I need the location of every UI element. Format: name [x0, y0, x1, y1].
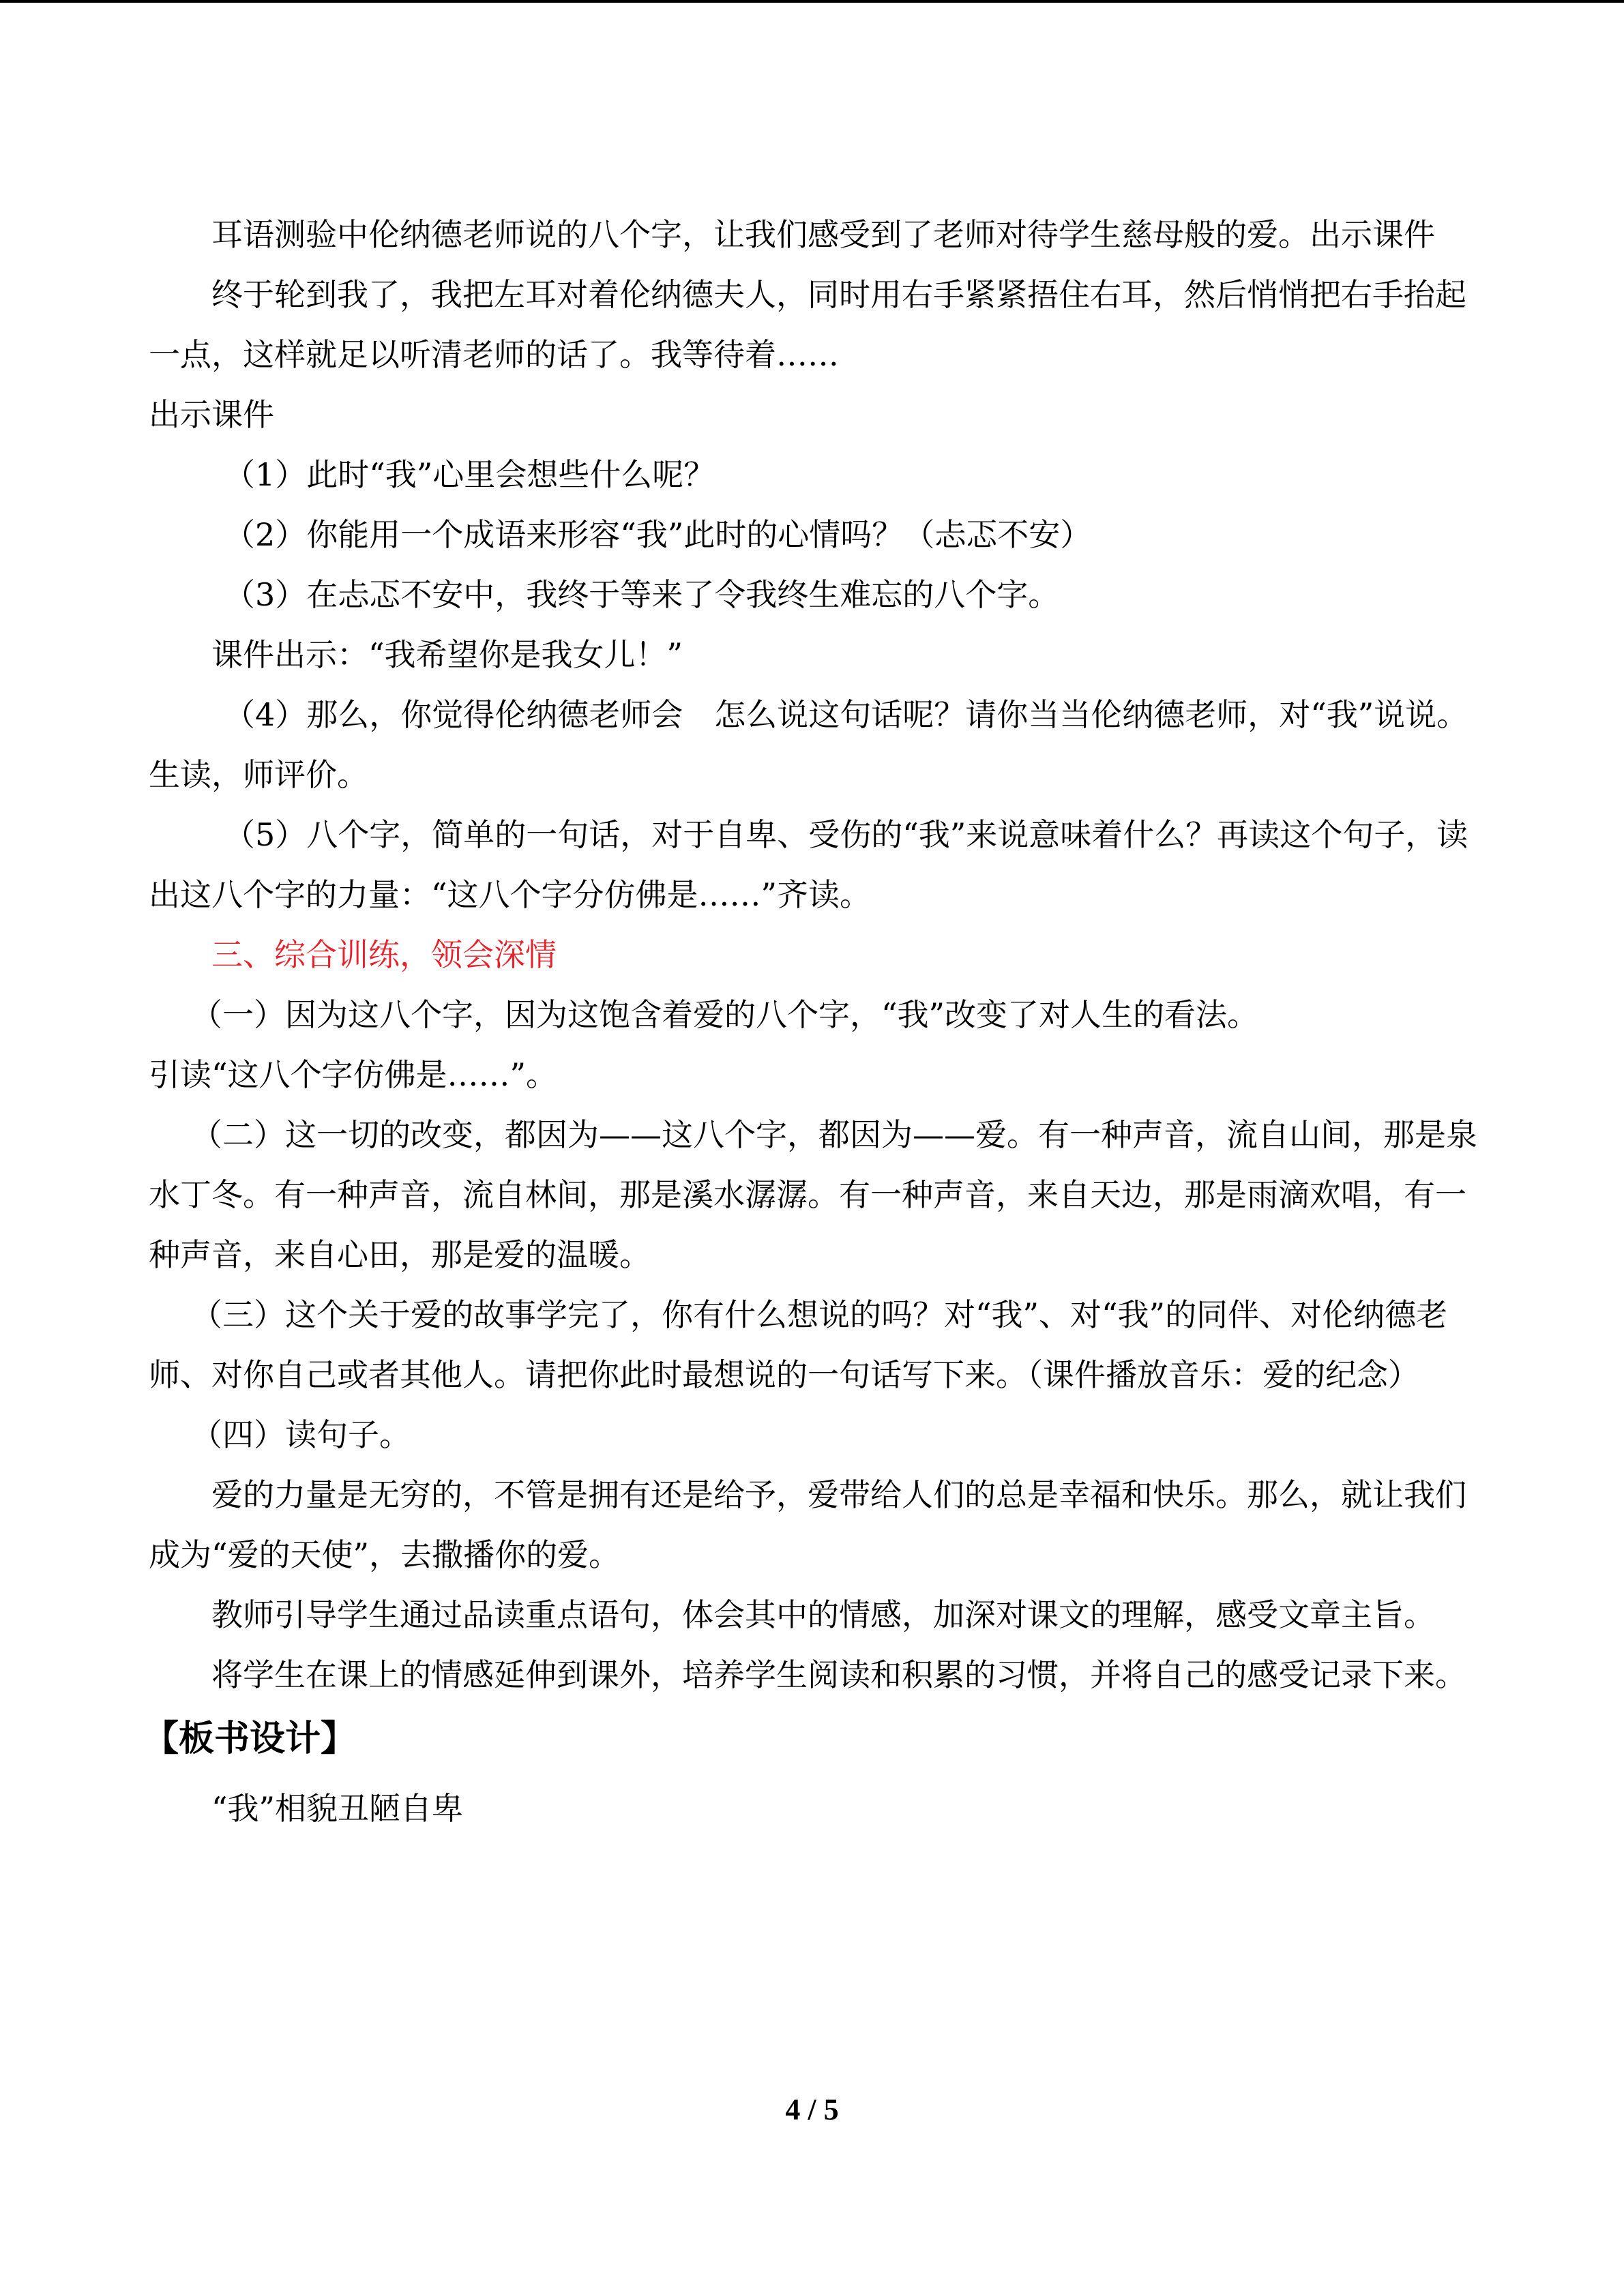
document-body	[143, 205, 1482, 1838]
list-item: （三）这个关于爱的故事学完了，你有什么想说的吗？对“我”、对“我”的同伴、对伦纳德老师、对你自己或者其他人。请把你此时最想说的一句话写下来。（课件播放音乐：爱的纪念）	[149, 1296, 1448, 1393]
paragraph: 将学生在课上的情感延伸到课外，培养学生阅读和积累的习惯，并将自己的感受记录下来。	[211, 1656, 1466, 1693]
list-item: （3）在忐忑不安中，我终于等来了令我终生难忘的八个字。	[224, 576, 1060, 613]
paragraph: 爱的力量是无穷的，不管是拥有还是给予，爱带给人们的总是幸福和快乐。那么，就让我们成为“爱的天使”，去撒播你的爱。	[149, 1476, 1466, 1573]
paragraph: 终于轮到我了，我把左耳对着伦纳德夫人，同时用右手紧紧捂住右耳，然后悄悄把右手抬起一点，这样就足以听清老师的话了。我等待着……	[149, 276, 1466, 373]
paragraph: “我”相貌丑陋自卑	[211, 1790, 464, 1827]
list-item: （1）此时“我”心里会想些什么呢？	[224, 456, 715, 493]
paragraph: 耳语测验中伦纳德老师说的八个字，让我们感受到了老师对待学生慈母般的爱。出示课件	[211, 216, 1435, 253]
paragraph: 教师引导学生通过品读重点语句，体会其中的情感，加深对课文的理解，感受文章主旨。	[211, 1596, 1435, 1633]
list-item: （4）那么，你觉得伦纳德老师会 怎么说这句话呢？请你当当伦纳德老师，对“我”说说。生读，师评价。	[149, 696, 1468, 793]
section-heading: 三、综合训练，领会深情	[211, 936, 557, 973]
list-item: （5）八个字，简单的一句话，对于自卑、受伤的“我”来说意味着什么？再读这个句子，读出这八个字的力量：“这八个字分仿佛是……”齐读。	[149, 816, 1468, 913]
list-item: （二）这一切的改变，都因为——这八个字，都因为——爱。有一种声音，流自山间，那是泉水丁冬。有一种声音，流自林间，那是溪水潺潺。有一种声音，来自天边，那是雨滴欢唱，有一种声音，来自心田，那是爱的温暖。	[149, 1116, 1477, 1273]
paragraph: 出示课件	[149, 396, 274, 433]
page-number: 4 / 5	[785, 2093, 839, 2126]
list-item: （一）因为这八个字，因为这饱含着爱的八个字，“我”改变了对人生的看法。	[191, 996, 1259, 1033]
paragraph: 引读“这八个字仿佛是……”。	[149, 1056, 558, 1093]
paragraph: 课件出示：“我希望你是我女儿！”	[211, 636, 683, 673]
top-border	[0, 0, 1624, 3]
list-item: （2）你能用一个成语来形容“我”此时的心情吗？（忐忑不安）	[224, 516, 1092, 553]
board-design-heading: 【板书设计】	[143, 1718, 357, 1759]
list-item: （四）读句子。	[191, 1416, 411, 1453]
